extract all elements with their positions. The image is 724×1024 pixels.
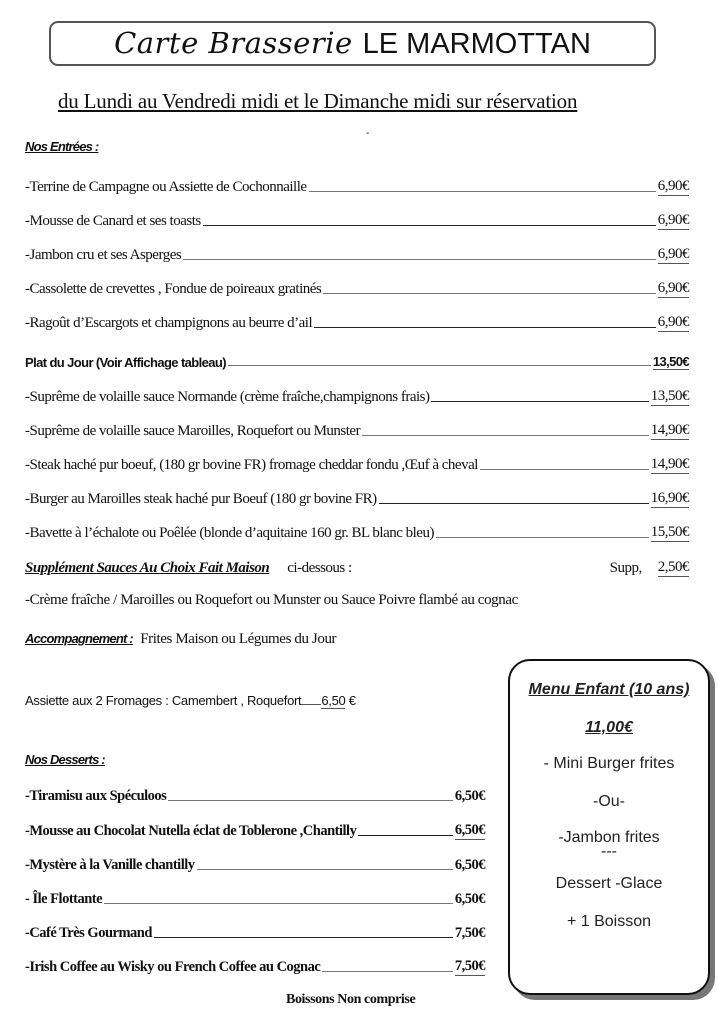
dot-leader [436, 536, 649, 538]
kids-menu-line: - Mini Burger frites [543, 755, 675, 772]
supplement-note: ci-dessous : [287, 560, 352, 576]
dot-leader [431, 400, 648, 402]
item-price: 6,90€ [657, 314, 689, 330]
item-name: -Café Très Gourmand [25, 925, 152, 941]
item-name: -Suprême de volaille sauce Normande (crème fraîche,champignons frais) [25, 389, 430, 405]
item-price: 7,50€ [454, 958, 485, 974]
item-price: 6,50€ [454, 822, 485, 838]
dot-leader [358, 834, 453, 836]
item-name: -Bavette à l’échalote ou Poêlée (blonde d’aquitaine 160 gr. BL blanc bleu) [25, 525, 434, 541]
drinks-not-included: Boissons Non comprise [286, 992, 416, 1007]
accompaniment-label: Accompagnement : [25, 631, 133, 646]
kids-menu-line: -Ou- [593, 793, 625, 810]
accompaniment-row [25, 631, 336, 648]
dessert-item [25, 820, 485, 840]
dot-leader [104, 902, 453, 904]
menu-item [25, 488, 689, 508]
item-name: -Mystère à la Vanille chantilly [25, 857, 195, 873]
dot-leader [301, 704, 321, 705]
dot-leader [323, 292, 656, 294]
item-price: 13,50€ [652, 354, 689, 369]
cheese-currency: € [348, 693, 356, 708]
opening-hours: du Lundi au Vendredi midi et le Dimanche midi sur réservation [58, 89, 578, 113]
menu-item [25, 278, 689, 298]
menu-item [25, 420, 689, 440]
supplement-row [25, 557, 689, 577]
menu-item [25, 386, 689, 406]
menu-item [25, 522, 689, 542]
title-script: Carte Brasserie [114, 26, 353, 60]
kids-menu-box [508, 659, 710, 995]
kids-menu-separator: --- [601, 843, 617, 860]
item-name: -Jambon cru et ses Asperges [25, 247, 182, 263]
supplement-price: 2,50€ [657, 559, 689, 575]
dot-leader [228, 364, 651, 366]
kids-menu-price: 11,00€ [585, 719, 633, 736]
kids-menu-line: -Jambon frites [558, 829, 660, 846]
dot-leader [362, 434, 649, 436]
supplement-title: Supplément Sauces Au Choix Fait Maison [25, 560, 270, 576]
item-price: 15,50€ [650, 524, 689, 540]
dot-leader [322, 970, 453, 972]
accompaniment-text: Frites Maison ou Légumes du Jour [140, 631, 337, 647]
menu-item [25, 454, 689, 474]
sauce-options: -Crème fraîche / Maroilles ou Roquefort ou Munster ou Sauce Poivre flambé au cognac [25, 592, 518, 608]
item-price: 6,90€ [657, 280, 689, 296]
dot-leader [197, 868, 453, 870]
item-name: -Steak haché pur boeuf, (180 gr bovine FR) fromage cheddar fondu ,Œuf à cheval [25, 457, 478, 473]
kids-menu-line: Dessert -Glace [555, 875, 663, 892]
menu-item [25, 244, 689, 264]
item-name: -Terrine de Campagne ou Assiette de Cochonnaille [25, 179, 307, 195]
restaurant-name: LE MARMOTTAN [362, 28, 591, 60]
dot-leader [379, 502, 649, 504]
item-name: -Irish Coffee au Wisky ou French Coffee au Cognac [25, 959, 321, 975]
item-price: 6,50€ [454, 788, 485, 804]
section-title-desserts: Nos Desserts : [25, 752, 105, 767]
item-price: 6,50€ [454, 857, 485, 873]
menu-item [25, 312, 689, 332]
item-price: 6,90€ [657, 178, 689, 194]
item-price: 13,50€ [650, 388, 689, 404]
item-name: - Île Flottante [25, 891, 103, 907]
item-price: 14,90€ [650, 456, 689, 472]
item-price: 6,90€ [657, 246, 689, 262]
item-name: -Mousse au Chocolat Nutella éclat de Toblerone ,Chantilly [25, 823, 357, 839]
kids-menu-line: + 1 Boisson [566, 913, 652, 930]
kids-menu-title: Menu Enfant (10 ans) [528, 681, 690, 698]
dessert-item [25, 922, 485, 942]
menu-item [25, 176, 689, 196]
item-price: 14,90€ [650, 422, 689, 438]
item-price: 6,90€ [657, 212, 689, 228]
title-box [49, 21, 656, 66]
menu-item [25, 210, 689, 230]
plat-du-jour [25, 350, 689, 370]
item-name: -Burger au Maroilles steak haché pur Boeuf (180 gr bovine FR) [25, 491, 377, 507]
item-name: -Suprême de volaille sauce Maroilles, Roquefort ou Munster [25, 423, 361, 439]
dessert-item [25, 785, 485, 805]
stray-mark: - [366, 128, 370, 139]
item-price: 16,90€ [650, 490, 689, 506]
item-name: Plat du Jour (Voir Affichage tableau) [25, 355, 226, 370]
dot-leader [168, 799, 453, 801]
item-name: -Tiramisu aux Spéculoos [25, 788, 167, 804]
dot-leader [183, 258, 656, 260]
supplement-label: Supp, [609, 560, 642, 576]
item-name: -Mousse de Canard et ses toasts [25, 213, 201, 229]
dot-leader [154, 936, 453, 938]
dessert-item [25, 956, 485, 976]
section-title-entrees: Nos Entrées : [25, 139, 99, 154]
cheese-plate [25, 693, 356, 708]
dot-leader [480, 468, 649, 470]
item-name: -Cassolette de crevettes , Fondue de poireaux gratinés [25, 281, 322, 297]
dot-leader [309, 190, 656, 192]
dot-leader [203, 224, 656, 226]
dessert-item [25, 854, 485, 874]
item-price: 6,50€ [454, 891, 485, 907]
cheese-price: 6,50 [321, 693, 346, 708]
item-price: 7,50€ [454, 925, 485, 941]
dessert-item [25, 888, 485, 908]
item-name: -Ragoût d’Escargots et champignons au beurre d’ail [25, 315, 313, 331]
dot-leader [314, 326, 656, 328]
cheese-text: Assiette aux 2 Fromages : Camembert , Roquefort [25, 693, 302, 708]
